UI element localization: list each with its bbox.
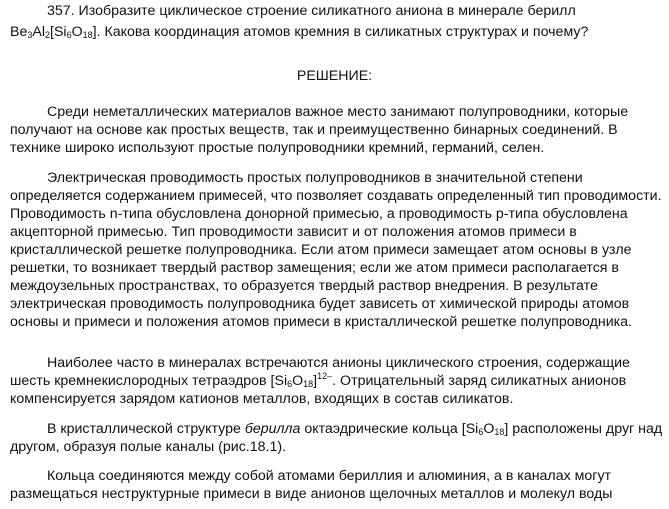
p2-line-6: решетки, то возникает твердый раствор замещения; если же атом примеси располагается в [10, 260, 619, 276]
problem-line-2: $Be_3Al_2[Si_6O_{18}]$. Какова координация атомов кремния в силикатных структурах и почему? [10, 24, 589, 40]
p2-line-8: электрическая проводимость полупроводника будет зависеть от химической природы атомов [10, 296, 630, 312]
p2-line-1: Электрическая проводимость простых полупроводников в значительной степени [47, 170, 583, 186]
paragraph-2 [10, 169, 660, 331]
p5-line-1: Кольца соединяются между собой атомами бериллия и алюминия, а в каналах могут [47, 468, 612, 484]
p2-line-2: определяется содержанием примесей, что позволяет создавать определенный тип проводимости. [10, 188, 662, 204]
paragraph-4 [10, 420, 663, 456]
p2-line-5: кристаллической решетке полупроводника. Если атом примеси замещает атом основы в узле [10, 242, 632, 258]
p2-line-3: Проводимость n-типа обусловлена донорной примесью, а проводимость p-типа обусловлена [10, 206, 628, 222]
p4-line-1: В кристаллической структуре берилла октаэдрические кольца $[Si_6O_{18}]$ расположены друг над [47, 421, 663, 437]
p5-line-2: размещаться неструктурные примеси в виде анионов щелочных металлов и молекул воды [10, 486, 613, 502]
paragraph-5 [10, 467, 660, 503]
p1-line-1: Среди неметаллических материалов важное место занимают полупроводники, которые [47, 104, 629, 120]
paragraph-1 [10, 103, 660, 157]
problem-line-1: 357. Изобразите циклическое строение силикатного аниона в минерале берилл [47, 3, 576, 19]
paragraph-3 [10, 354, 660, 408]
beryl-term: берилла [244, 421, 301, 437]
p2-line-7: междоузельных пространствах, то образуется твердый раствор внедрения. В результате [10, 278, 598, 294]
p1-line-2: получают на основе как простых веществ, так и преимущественно бинарных соединений. В [10, 122, 618, 138]
p1-line-3: технике широко используют простые полупроводники кремний, германий, селен. [10, 140, 545, 156]
problem-statement [10, 2, 660, 41]
p2-line-9: основы и примеси и положения атомов примеси в кристаллической решетке полупроводника. [10, 314, 632, 330]
p4-line-2: другом, образуя полые каналы (рис.18.1). [10, 439, 287, 455]
p3-line-3: компенсируется зарядом катионов металлов, входящих в состав силикатов. [10, 391, 514, 407]
p3-line-1: Наиболее часто в минералах встречаются анионы циклического строения, содержащие [47, 355, 630, 371]
p2-line-4: акцепторной примесью. Тип проводимости зависит и от положения атомов примеси в [10, 224, 577, 240]
solution-heading: РЕШЕНИЕ: [296, 68, 373, 84]
p3-line-2: шесть кремнекислородных тетраэдров $[Si_6O_{18}]^{12-}$. Отрицательный заряд силикатных анионов [10, 371, 627, 389]
